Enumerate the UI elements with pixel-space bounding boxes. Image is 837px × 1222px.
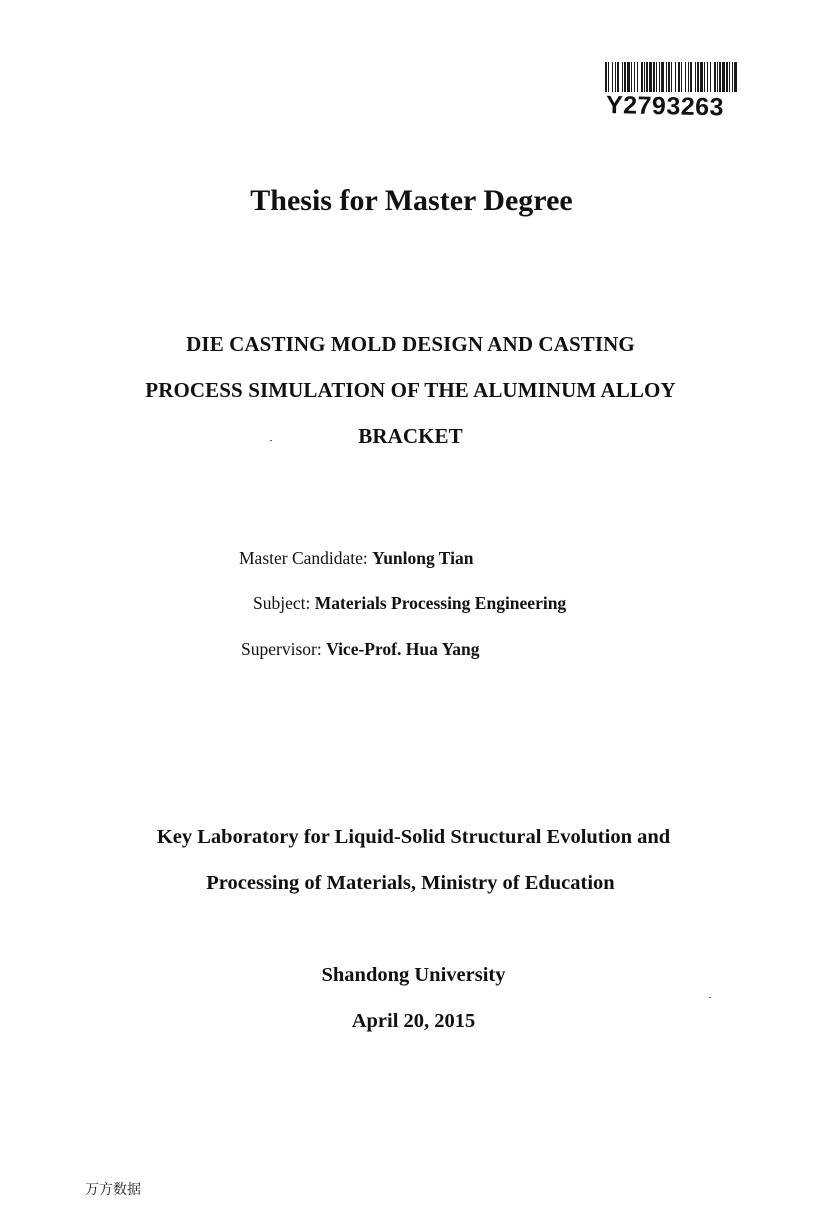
supervisor-label: Supervisor:	[241, 639, 327, 659]
subject-value: Materials Processing Engineering	[314, 593, 567, 613]
scan-speck	[270, 440, 272, 441]
degree-title: Thesis for Master Degree	[250, 184, 573, 217]
thesis-title-line-2: PROCESS SIMULATION OF THE ALUMINUM ALLOY	[145, 378, 676, 402]
subject-row	[253, 590, 566, 616]
submission-date: April 20, 2015	[351, 1010, 476, 1032]
supervisor-row	[241, 636, 480, 662]
institution-line-2: Processing of Materials, Ministry of Education	[206, 872, 615, 894]
thesis-title-line-1: DIE CASTING MOLD DESIGN AND CASTING	[186, 332, 635, 356]
candidate-row	[239, 545, 474, 571]
candidate-name: Yunlong Tian	[372, 548, 474, 568]
watermark-text: 万方数据	[85, 1182, 141, 1198]
subject-label: Subject:	[253, 593, 315, 613]
thesis-title-line-3: BRACKET	[358, 424, 463, 448]
barcode-number: Y2793263	[605, 91, 725, 122]
university-name: Shandong University	[321, 964, 506, 986]
institution-line-1: Key Laboratory for Liquid-Solid Structural Evolution and	[156, 826, 671, 848]
candidate-label: Master Candidate:	[239, 548, 373, 568]
supervisor-name: Vice-Prof. Hua Yang	[326, 639, 480, 659]
scan-speck	[709, 997, 711, 998]
